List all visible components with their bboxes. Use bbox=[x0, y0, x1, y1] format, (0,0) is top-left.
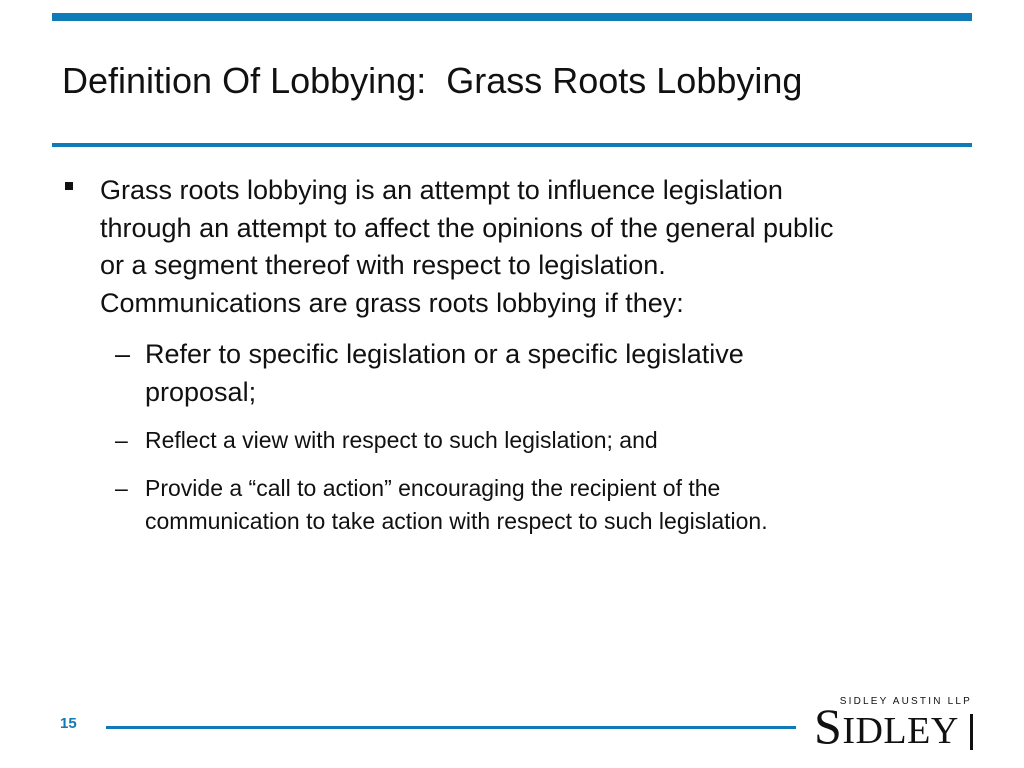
bullet-line: through an attempt to affect the opinions of the general public bbox=[100, 212, 834, 243]
logo-initial: S bbox=[814, 698, 843, 754]
sub-item-line: Provide a “call to action” encouraging the recipient of the bbox=[145, 475, 721, 501]
sub-item-line: Refer to specific legislation or a specific legislative bbox=[145, 339, 744, 369]
logo-wordmark bbox=[814, 700, 959, 757]
top-accent-bar bbox=[52, 13, 972, 21]
footer-divider bbox=[106, 726, 796, 729]
dash-icon: – bbox=[115, 339, 131, 369]
sub-item-provide bbox=[145, 472, 965, 538]
main-bullet bbox=[100, 172, 970, 322]
bullet-line: or a segment thereof with respect to legislation. bbox=[100, 250, 666, 280]
dash-icon: – bbox=[115, 475, 128, 501]
dash-icon: – bbox=[115, 427, 128, 453]
sub-item-reflect bbox=[145, 424, 965, 457]
title-divider bbox=[52, 143, 972, 147]
square-bullet-icon bbox=[65, 182, 73, 190]
bullet-line: Grass roots lobbying is an attempt to influence legislation bbox=[100, 175, 783, 205]
logo-firm-name: SIDLEY AUSTIN LLP bbox=[839, 696, 972, 707]
logo-bar bbox=[970, 714, 973, 750]
page-number: 15 bbox=[60, 715, 77, 732]
sidley-logo bbox=[808, 696, 976, 752]
sub-item-line: communication to take action with respect to such legislation. bbox=[145, 508, 768, 534]
logo-rest: IDLEY bbox=[842, 710, 959, 752]
slide-title: Definition Of Lobbying: Grass Roots Lobbying bbox=[62, 60, 803, 101]
sub-item-line: proposal; bbox=[145, 376, 257, 407]
bullet-line: Communications are grass roots lobbying if they: bbox=[100, 287, 684, 318]
sub-item-line: Reflect a view with respect to such legislation; and bbox=[145, 427, 658, 453]
sub-item-refer bbox=[145, 336, 965, 411]
